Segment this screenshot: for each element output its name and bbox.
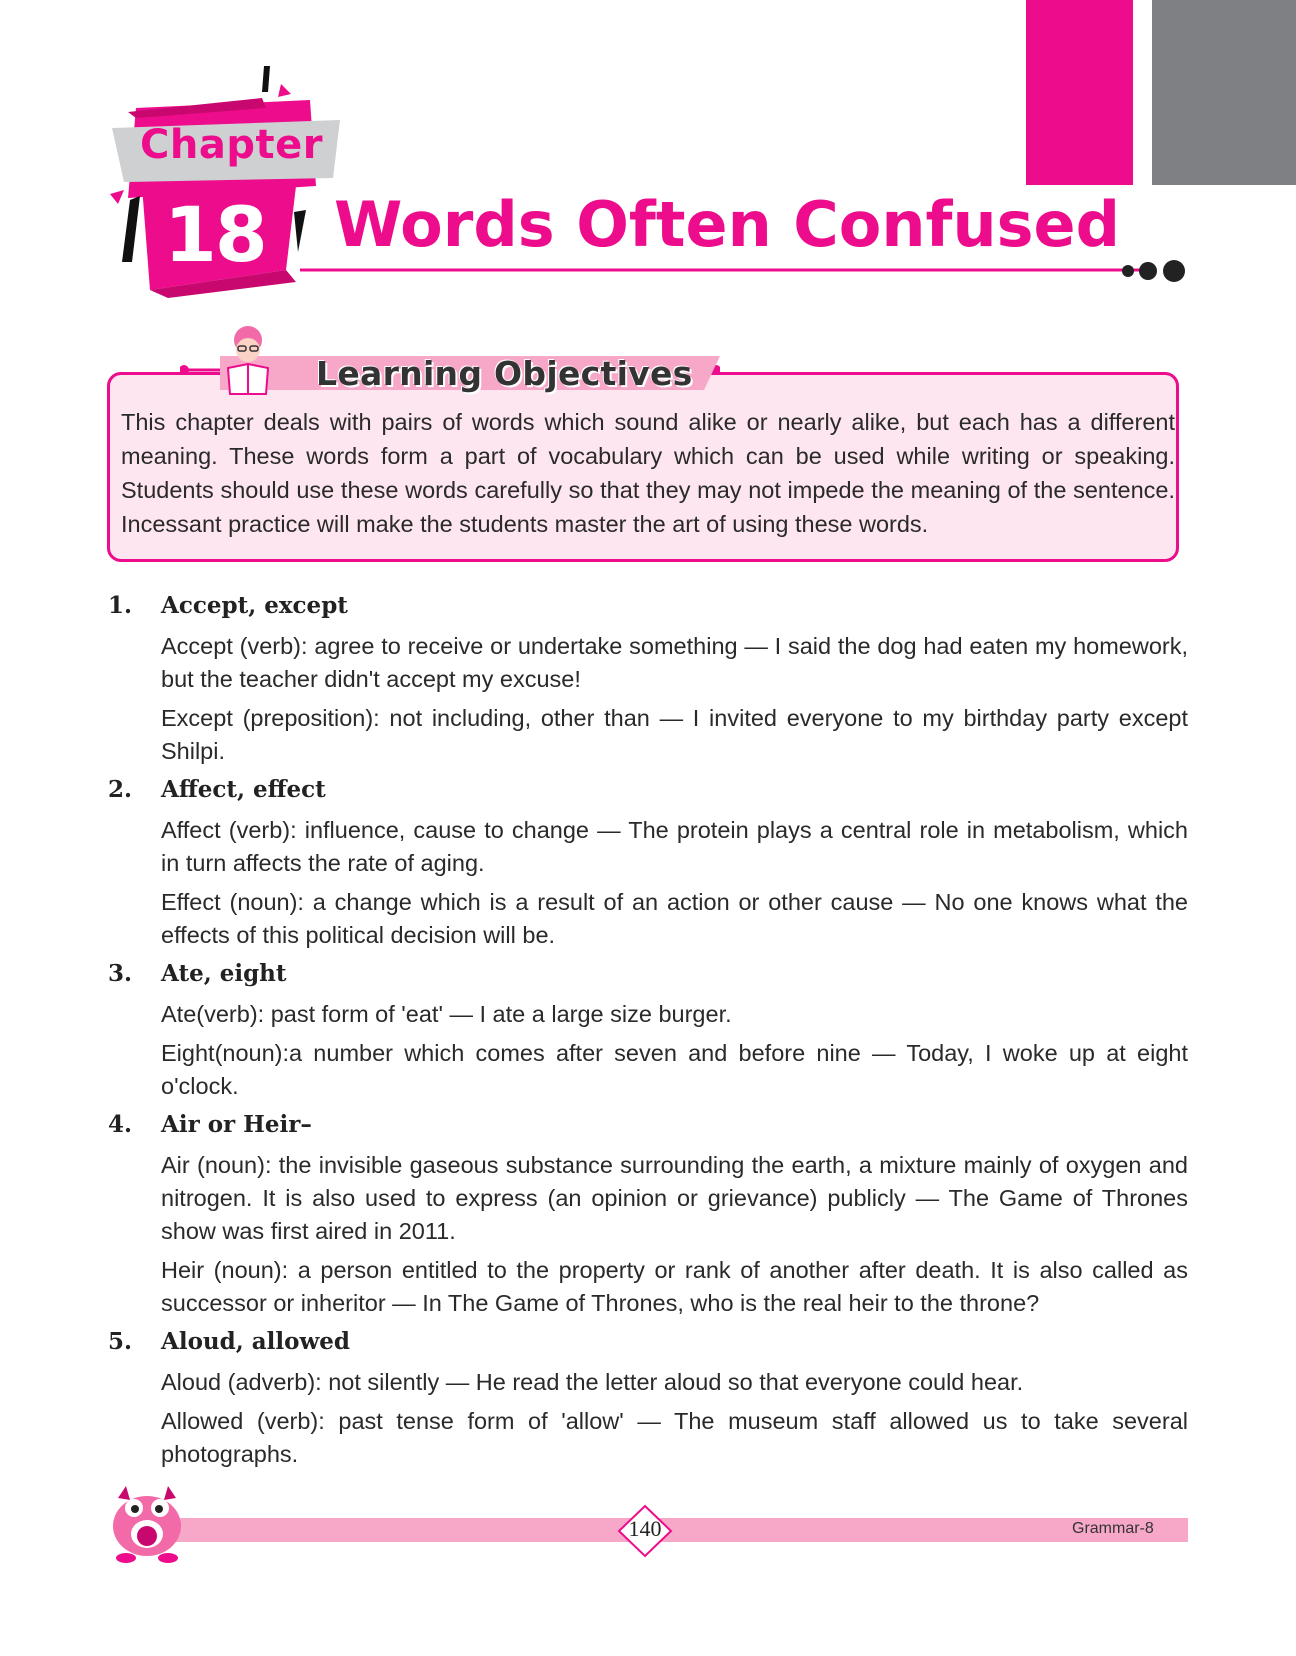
item-number: 2. — [108, 776, 133, 803]
item-definition: Heir (noun): a person entitled to the property or rank of another after death. It is also called as successor or inheritor — In The Game of Thrones, who is the real heir to the throne? — [161, 1257, 1188, 1316]
item-number: 3. — [108, 960, 133, 987]
item-definition: Accept (verb): agree to receive or undertake something — I said the dog had eaten my homework, but the teacher didn't accept my excuse! — [161, 633, 1188, 692]
item-number: 4. — [108, 1111, 133, 1138]
item-title: Affect, effect — [161, 776, 326, 803]
word-pairs-list — [0, 590, 1296, 1477]
footer-bar — [170, 1518, 1188, 1542]
item-title: Air or Heir– — [161, 1111, 312, 1138]
item-definition: Aloud (adverb): not silently — He read the letter aloud so that everyone could hear. — [161, 1369, 1024, 1395]
learning-objectives-text: This chapter deals with pairs of words which sound alike or nearly alike, but each has a different meaning. These words form a part of vocabulary which can be used while writing or speaking. Students should use these words carefully so that they may not impede the meaning of the sentence. Incessant practice will make the students master the art of using these words. — [121, 409, 1175, 537]
chapter-label: Chapter — [140, 122, 323, 168]
item-title: Ate, eight — [161, 960, 287, 987]
item-title: Aloud, allowed — [161, 1328, 350, 1355]
list-item — [0, 590, 1296, 768]
list-item — [0, 1326, 1296, 1471]
list-item — [0, 958, 1296, 1103]
item-number: 1. — [108, 592, 133, 619]
item-definition: Except (preposition): not including, other than — I invited everyone to my birthday party except Shilpi. — [161, 705, 1188, 764]
chapter-number: 18 — [164, 190, 266, 279]
item-definition: Effect (noun): a change which is a result of an action or other cause — No one knows what the effects of this political decision will be. — [161, 889, 1188, 948]
book-title: Grammar-8 — [1072, 1520, 1154, 1537]
list-item — [0, 774, 1296, 952]
item-number: 5. — [108, 1328, 133, 1355]
item-definition: Air (noun): the invisible gaseous substance surrounding the earth, a mixture mainly of oxygen and nitrogen. It is also used to express (an opinion or grievance) publicly — The Game of Thrones show was first aired in 2011. — [161, 1152, 1188, 1244]
item-title: Accept, except — [161, 592, 348, 619]
learning-objectives-title: Learning Objectives — [316, 354, 693, 393]
list-item — [0, 1109, 1296, 1320]
page-number: 140 — [628, 1516, 662, 1541]
item-definition: Allowed (verb): past tense form of 'allow' — The museum staff allowed us to take several photographs. — [161, 1408, 1188, 1467]
item-definition: Affect (verb): influence, cause to change — The protein plays a central role in metabolism, which in turn affects the rate of aging. — [161, 817, 1188, 876]
chapter-title: Words Often Confused — [334, 188, 1120, 261]
item-definition: Eight(noun):a number which comes after seven and before nine — Today, I woke up at eight o'clock. — [161, 1040, 1188, 1099]
monster-mascot-icon — [104, 1482, 190, 1564]
item-definition: Ate(verb): past form of 'eat' — I ate a large size burger. — [161, 1001, 732, 1027]
